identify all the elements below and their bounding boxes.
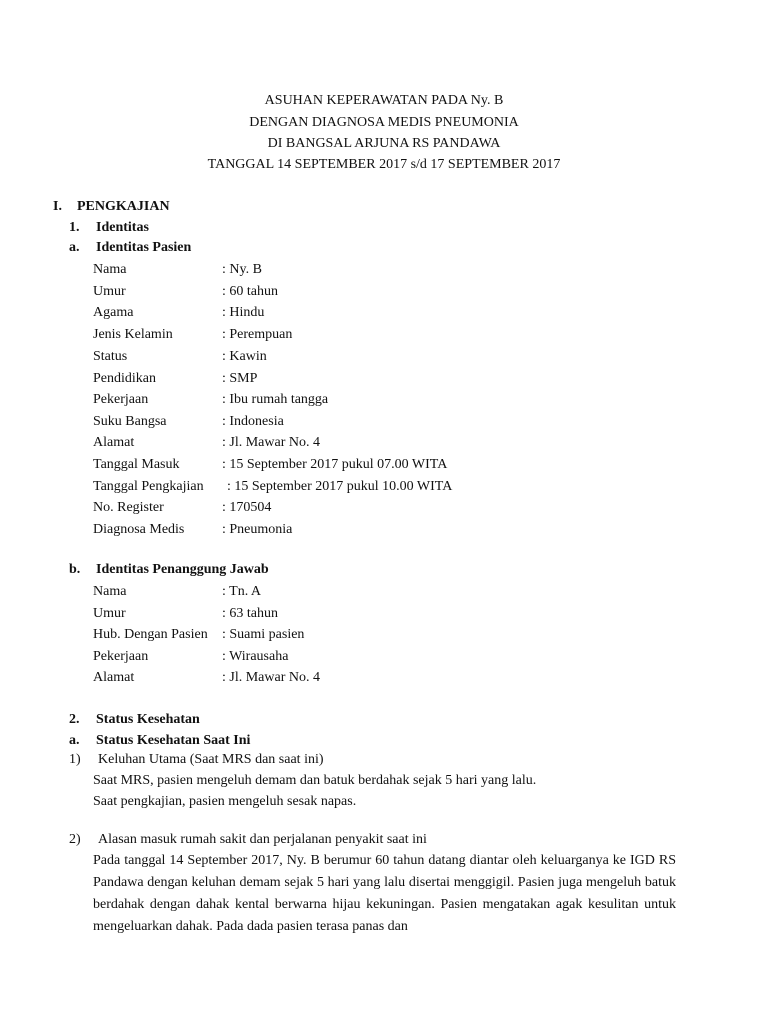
subsection-number: 2. <box>69 712 80 727</box>
field-row <box>93 370 513 388</box>
item-title-alasan-masuk: Alasan masuk rumah sakit dan perjalanan penyakit saat ini <box>98 832 427 847</box>
field-label: Status <box>93 349 128 364</box>
field-label: Umur <box>93 284 126 299</box>
field-value: : 170504 <box>222 500 272 515</box>
item-title-keluhan-utama: Keluhan Utama (Saat MRS dan saat ini) <box>98 752 324 767</box>
field-row <box>93 304 513 322</box>
field-value: : Jl. Mawar No. 4 <box>222 435 320 450</box>
field-value: : Tn. A <box>222 584 262 599</box>
item-letter: a. <box>69 733 80 748</box>
field-label: Hub. Dengan Pasien <box>93 627 208 642</box>
section-heading-pengkajian: PENGKAJIAN <box>77 199 170 214</box>
field-row <box>93 583 513 601</box>
item-number: 1) <box>69 752 81 767</box>
field-value: : 15 September 2017 pukul 07.00 WITA <box>222 457 448 472</box>
field-value: : Hindu <box>222 305 265 320</box>
field-row <box>93 326 513 344</box>
document-title-line-2: DENGAN DIAGNOSA MEDIS PNEUMONIA <box>249 115 519 130</box>
field-label: Diagnosa Medis <box>93 522 185 537</box>
field-value: : 15 September 2017 pukul 10.00 WITA <box>227 479 453 494</box>
field-value: : Jl. Mawar No. 4 <box>222 670 320 685</box>
field-label: Tanggal Pengkajian <box>93 479 204 494</box>
field-value: : Wirausaha <box>222 649 289 664</box>
field-row <box>93 348 513 366</box>
field-label: Nama <box>93 584 127 599</box>
field-label: Pekerjaan <box>93 392 149 407</box>
paragraph-line: Saat pengkajian, pasien mengeluh sesak napas. <box>93 794 357 809</box>
field-value: : 60 tahun <box>222 284 278 299</box>
item-letter: b. <box>69 562 81 577</box>
field-row <box>93 478 513 496</box>
field-row <box>93 283 513 301</box>
field-row <box>93 605 513 623</box>
field-value: : 63 tahun <box>222 606 278 621</box>
field-label: Nama <box>93 262 127 277</box>
document-title-line-4: TANGGAL 14 SEPTEMBER 2017 s/d 17 SEPTEMBER 2017 <box>207 157 561 172</box>
field-row <box>93 499 513 517</box>
field-label: Tanggal Masuk <box>93 457 180 472</box>
field-label: Jenis Kelamin <box>93 327 173 342</box>
field-value: : Indonesia <box>222 414 284 429</box>
section-number: I. <box>53 199 62 214</box>
field-value: : Pneumonia <box>222 522 293 537</box>
field-row <box>93 456 513 474</box>
heading-status-kesehatan-saat-ini: Status Kesehatan Saat Ini <box>96 733 251 748</box>
item-letter: a. <box>69 240 80 255</box>
subsection-heading-status-kesehatan: Status Kesehatan <box>96 712 200 727</box>
field-value: : Kawin <box>222 349 267 364</box>
field-row <box>93 261 513 279</box>
field-label: Agama <box>93 305 134 320</box>
field-row <box>93 669 513 687</box>
paragraph-line: Saat MRS, pasien mengeluh demam dan batuk berdahak sejak 5 hari yang lalu. <box>93 773 537 788</box>
heading-identitas-penanggung-jawab: Identitas Penanggung Jawab <box>96 562 269 577</box>
field-value: : Suami pasien <box>222 627 305 642</box>
field-row <box>93 521 513 539</box>
field-label: Alamat <box>93 670 135 685</box>
field-label: Pendidikan <box>93 371 156 386</box>
field-value: : Ny. B <box>222 262 262 277</box>
paragraph-alasan-masuk: Pada tanggal 14 September 2017, Ny. B berumur 60 tahun datang diantar oleh keluarganya ke IGD RS Pandawa dengan keluhan demam sejak 5 hari yang lalu disertai menggigil. Pasien juga mengeluh batuk berdahak dengan dahak kental berwarna hijau kekuningan. Pasien mengatakan agak kesulitan untuk mengeluarkan dahak. Pada dada pasien terasa panas dan <box>93 853 676 934</box>
field-label: Suku Bangsa <box>93 414 167 429</box>
subsection-number: 1. <box>69 220 80 235</box>
field-value: : Ibu rumah tangga <box>222 392 329 407</box>
field-row <box>93 648 513 666</box>
document-title-line-1: ASUHAN KEPERAWATAN PADA Ny. B <box>264 93 504 108</box>
heading-identitas-pasien: Identitas Pasien <box>96 240 192 255</box>
field-label: Umur <box>93 606 126 621</box>
field-value: : SMP <box>222 371 258 386</box>
field-label: Pekerjaan <box>93 649 149 664</box>
field-label: No. Register <box>93 500 164 515</box>
subsection-heading-identitas: Identitas <box>96 220 149 235</box>
item-number: 2) <box>69 832 81 847</box>
document-title-line-3: DI BANGSAL ARJUNA RS PANDAWA <box>267 136 501 151</box>
field-value: : Perempuan <box>222 327 293 342</box>
field-row <box>93 434 513 452</box>
field-row <box>93 391 513 409</box>
field-row <box>93 626 513 644</box>
field-label: Alamat <box>93 435 135 450</box>
field-row <box>93 413 513 431</box>
